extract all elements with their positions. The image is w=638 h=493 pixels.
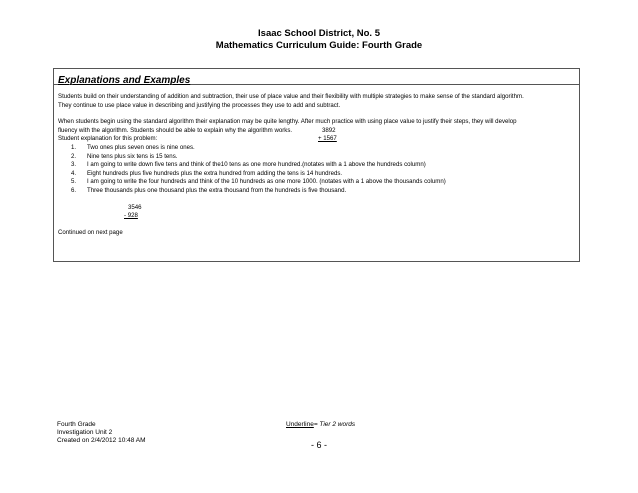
subtraction-top: 3546 <box>128 203 142 211</box>
list-item: 5. I am going to write the four hundreds and think of the 10 hundreds as one more 1000. (notates with a 1 above the thousands column) <box>71 178 446 186</box>
footer-grade: Fourth Grade <box>57 421 96 428</box>
list-item: 1. Two ones plus seven ones is nine ones. <box>71 143 195 151</box>
steps-list <box>58 144 575 196</box>
box-title-row <box>54 69 579 85</box>
addend-1: 3892 <box>322 126 336 134</box>
list-item: 3. I am going to write down five tens and think of the10 tens as one more hundred.(notates with a 1 above the hundreds column) <box>71 161 426 169</box>
footer-legend <box>286 421 355 429</box>
list-item: 4. Eight hundreds plus five hundreds plus the extra hundred from adding the tens is 14 hundreds. <box>71 169 343 177</box>
subtraction-problem <box>58 204 575 221</box>
list-item: 2. Nine tens plus six tens is 15 tens. <box>71 152 178 160</box>
continued-note: Continued on next page <box>58 228 123 236</box>
tier-note: = Tier 2 words <box>313 421 356 428</box>
page-number: - 6 - <box>310 440 327 450</box>
para2-line1: When students begin using the standard algorithm their explanation may be quite lengthy. After much practice with using place value to justify their steps, they will develop <box>58 118 517 126</box>
footer-created: Created on 2/4/2012 10:48 AM <box>57 437 146 444</box>
document-header <box>0 28 638 52</box>
para2-line2-row <box>58 127 575 136</box>
list-item: 6. Three thousands plus one thousand plus the extra thousand from the hundreds is five thousand. <box>71 186 347 194</box>
section-title: Explanations and Examples <box>58 75 191 86</box>
box-content <box>54 85 579 237</box>
explanations-box <box>53 68 580 262</box>
subtraction-bottom: - 928 <box>124 212 138 220</box>
addend-2: + 1567 <box>318 135 337 143</box>
footer-unit: Investigation Unit 2 <box>57 429 113 436</box>
para2-line3: Student explanation for this problem: <box>58 135 158 143</box>
para1-line2: They continue to use place value in describing and justifying the processes they use to add and subtract. <box>58 101 341 109</box>
district-title: Isaac School District, No. 5 <box>258 28 380 39</box>
para1-line1: Students build on their understanding of addition and subtraction, their use of place value and their flexibility with multiple strategies to make sense of the standard algorithm. <box>58 93 524 100</box>
para2-line2: fluency with the algorithm. Students should be able to explain why the algorithm works. <box>58 126 293 134</box>
guide-title: Mathematics Curriculum Guide: Fourth Grade <box>215 40 423 51</box>
para2-line3-row <box>58 135 575 144</box>
underline-word: Underline <box>286 421 314 428</box>
